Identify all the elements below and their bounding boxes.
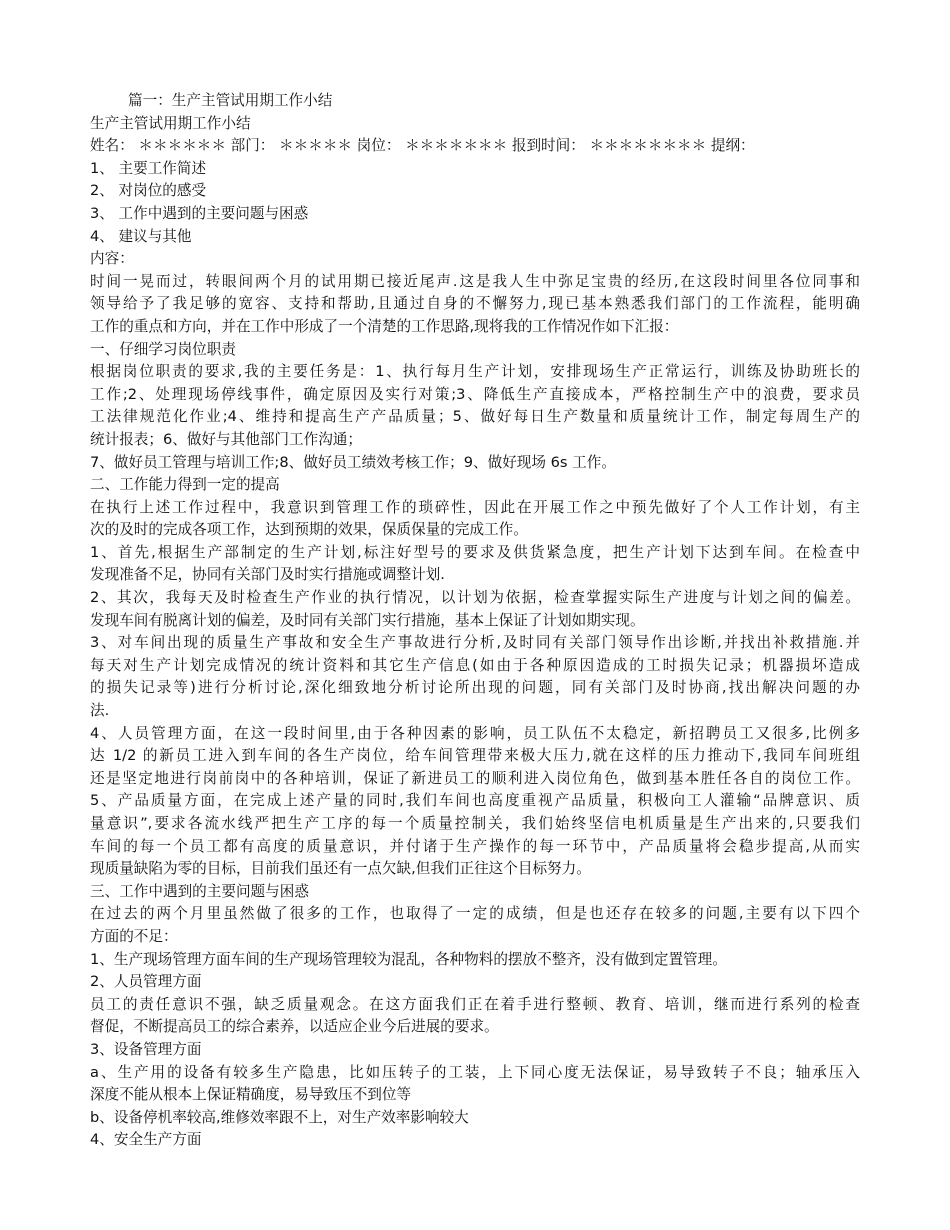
- text-line: 2、其次，我每天及时检查生产作业的执行情况，以计划为依据，检查掌握实际生产进度与计划之间的偏差。: [90, 589, 860, 607]
- text-line: 4、人员管理方面，在这一段时间里,由于各种因素的影响，员工队伍不太稳定，新招聘员工又很多,比例多: [90, 724, 860, 742]
- text-line: 员工的责任意识不强，缺乏质量观念。在这方面我们正在着手进行整顿、教育、培训，继而进行系列的检查: [90, 995, 860, 1013]
- text-line: 姓名： ＊＊＊＊＊＊ 部门： ＊＊＊＊＊ 岗位： ＊＊＊＊＊＊＊ 报到时间： ＊＊＊＊＊＊＊＊ 提纲：: [90, 137, 755, 155]
- text-line: 工作;2、处理现场停线事件，确定原因及实行对策;3、降低生产直接成本，严格控制生产中的浪费，要求员: [90, 385, 860, 403]
- text-line: 车间的每一个员工都有高度的质量意识，并付诸于生产操作的每一环节中，产品质量将会稳步提高,从而实: [90, 837, 860, 855]
- text-line: 1、首先,根据生产部制定的生产计划,标注好型号的要求及供货紧急度，把生产计划下达到车间。在检查中: [90, 543, 860, 561]
- text-line: 3、 工作中遇到的主要问题与困惑: [90, 204, 309, 222]
- text-line: 次的及时的完成各项工作，达到预期的效果，保质保量的完成工作。: [90, 521, 528, 539]
- text-line: 2、 对岗位的感受: [90, 182, 207, 200]
- text-line: 在过去的两个月里虽然做了很多的工作，也取得了一定的成绩，但是也还存在较多的问题,主要有以下四个: [90, 905, 860, 923]
- text-line: 三、工作中遇到的主要问题与困惑: [90, 882, 309, 900]
- text-line: 发现准备不足，协同有关部门及时实行措施或调整计划.: [90, 566, 445, 584]
- text-line: b、设备停机率较高,维修效率跟不上，对生产效率影响较大: [90, 1108, 469, 1126]
- text-line: 在执行上述工作过程中，我意识到管理工作的琐碎性，因此在开展工作之中预先做好了个人工作计划，有主: [90, 498, 860, 516]
- text-line: 的损失记录等)进行分析讨论,深化细致地分析讨论所出现的问题，同有关部门及时协商,找出解决问题的办: [90, 679, 860, 697]
- text-line: 篇一：生产主管试用期工作小结: [128, 92, 333, 109]
- text-line: 统计报表；6、做好与其他部门工作沟通；: [90, 430, 362, 448]
- text-line: 现质量缺陷为零的目标，目前我们虽还有一点欠缺,但我们正往这个目标努力。: [90, 860, 591, 878]
- text-line: 工法律规范化作业;4、维持和提高生产产品质量；5、做好每日生产数量和质量统计工作，制定每周生产的: [90, 408, 860, 426]
- text-line: 4、安全生产方面: [90, 1131, 202, 1149]
- text-line: 法.: [90, 702, 110, 720]
- text-line: 达 1/2 的新员工进入到车间的各生产岗位，给车间管理带来极大压力,就在这样的压力推动下,我同车间班组: [90, 747, 860, 765]
- text-line: 时间一晃而过，转眼间两个月的试用期已接近尾声.这是我人生中弥足宝贵的经历,在这段时间里各位同事和: [90, 272, 860, 290]
- text-line: 领导给予了我足够的宽容、支持和帮助,且通过自身的不懈努力,现已基本熟悉我们部门的工作流程，能明确: [90, 295, 860, 313]
- text-line: 根据岗位职责的要求,我的主要任务是：1、执行每月生产计划，安排现场生产正常运行，训练及协助班长的: [90, 363, 860, 381]
- text-line: 4、 建议与其他: [90, 227, 192, 245]
- text-line: 1、生产现场管理方面车间的生产现场管理较为混乱，各种物料的摆放不整齐，没有做到定置管理。: [90, 950, 727, 968]
- text-line: 3、对车间出现的质量生产事故和安全生产事故进行分析,及时同有关部门领导作出诊断,并找出补救措施.并: [90, 634, 860, 652]
- text-line: 每天对生产计划完成情况的统计资料和其它生产信息(如由于各种原因造成的工时损失记录；机器损坏造成: [90, 656, 860, 674]
- text-line: 二、工作能力得到一定的提高: [90, 476, 280, 494]
- text-line: 7、做好员工管理与培训工作;8、做好员工绩效考核工作；9、做好现场 6s 工作。: [90, 453, 616, 471]
- text-line: 5、产品质量方面，在完成上述产量的同时,我们车间也高度重视产品质量，积极向工人灌输“品牌意识、质: [90, 792, 860, 810]
- text-line: 工作的重点和方向，并在工作中形成了一个清楚的工作思路,现将我的工作情况作如下汇报：: [90, 317, 679, 335]
- text-line: 1、 主要工作简述: [90, 159, 207, 177]
- text-line: a、生产用的设备有较多生产隐患，比如压转子的工装，上下同心度无法保证，易导致转子不良；轴承压入: [90, 1063, 860, 1081]
- text-line: 内容：: [90, 250, 134, 268]
- document-page: [90, 90, 860, 1152]
- text-line: 深度不能从根本上保证精确度，易导致压不到位等: [90, 1086, 412, 1104]
- text-line: 发现车间有脱离计划的偏差，及时同有关部门实行措施，基本上保证了计划如期实现。: [90, 611, 645, 629]
- text-line: 一、仔细学习岗位职责: [90, 340, 236, 358]
- text-line: 督促，不断提高员工的综合素养，以适应企业今后进展的要求。: [90, 1018, 499, 1036]
- text-line: 3、设备管理方面: [90, 1040, 202, 1058]
- text-line: 方面的不足：: [90, 927, 178, 945]
- text-line: 生产主管试用期工作小结: [90, 114, 251, 132]
- text-line: 量意识”,要求各流水线严把生产工序的每一个质量控制关，我们始终坚信电机质量是生产出来的,只要我们: [90, 815, 860, 832]
- text-line: 还是坚定地进行岗前岗中的各种培训，保证了新进员工的顺利进入岗位角色，做到基本胜任各自的岗位工作。: [90, 769, 860, 787]
- text-line: 2、人员管理方面: [90, 973, 202, 991]
